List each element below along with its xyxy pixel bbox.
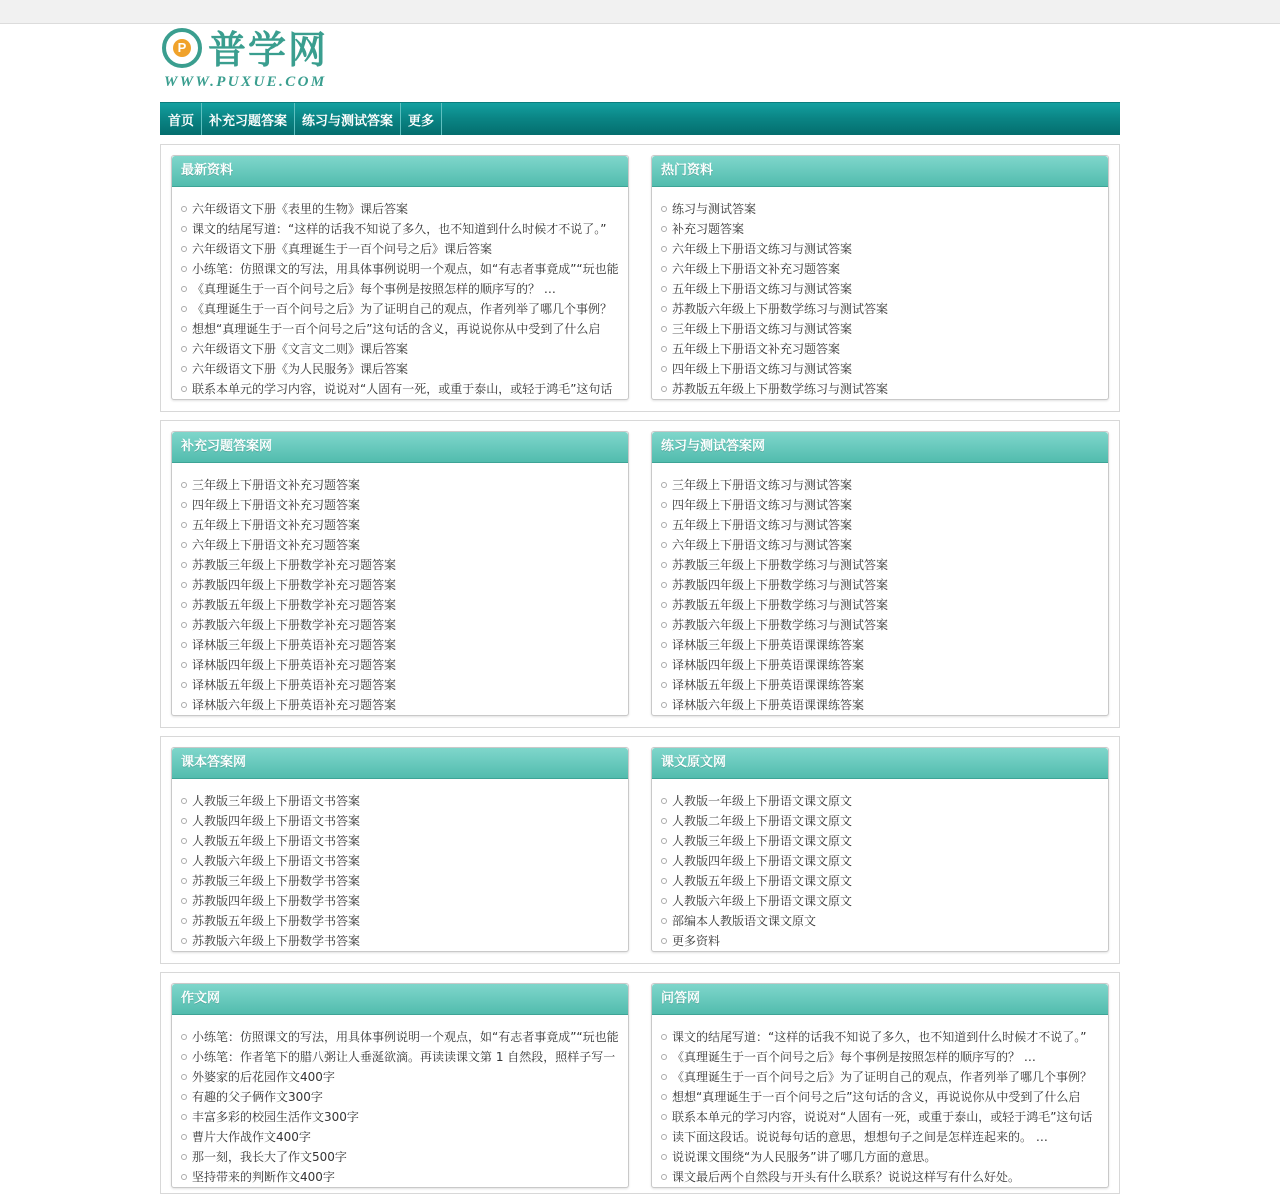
bullet-icon <box>181 206 187 212</box>
link-list <box>652 463 1108 715</box>
list-item[interactable] <box>661 319 1108 339</box>
list-item[interactable] <box>181 279 628 299</box>
bullet-icon <box>661 286 667 292</box>
bullet-icon <box>181 602 187 608</box>
list-item[interactable] <box>661 831 1108 851</box>
bullet-icon <box>661 1174 667 1180</box>
list-item[interactable] <box>181 891 628 911</box>
section-box <box>171 155 629 400</box>
list-item-link[interactable]: 译林版六年级上下册英语补充习题答案 <box>192 698 397 712</box>
bullet-icon <box>181 878 187 884</box>
list-item[interactable] <box>661 1147 1108 1167</box>
bullet-icon <box>181 898 187 904</box>
list-item[interactable] <box>181 811 628 831</box>
link-list <box>172 187 628 399</box>
list-item-link[interactable]: 苏教版三年级上下册数学补充习题答案 <box>192 558 397 572</box>
list-item-link[interactable]: 小练笔：仿照课文的写法，用具体事例说明一个观点，如“有志者事竟成”“玩也能 <box>192 1030 619 1044</box>
section-title[interactable]: 练习与测试答案网 <box>652 432 1108 463</box>
bullet-icon <box>181 1034 187 1040</box>
list-item[interactable] <box>181 475 628 495</box>
list-item[interactable] <box>661 675 1108 695</box>
list-item[interactable] <box>661 851 1108 871</box>
content-row <box>160 736 1120 964</box>
list-item[interactable] <box>661 1047 1108 1067</box>
bullet-icon <box>181 522 187 528</box>
bullet-icon <box>661 622 667 628</box>
list-item[interactable] <box>661 615 1108 635</box>
link-list <box>172 779 628 951</box>
list-item[interactable] <box>181 911 628 931</box>
bullet-icon <box>661 918 667 924</box>
list-item[interactable] <box>181 1167 628 1187</box>
section-box <box>651 431 1109 716</box>
bullet-icon <box>181 918 187 924</box>
list-item-link[interactable]: 课文最后两个自然段与开头有什么联系？说说这样写有什么好处。 <box>672 1170 1021 1184</box>
bullet-icon <box>661 818 667 824</box>
list-item[interactable] <box>181 791 628 811</box>
list-item-link[interactable]: 译林版三年级上下册英语课课练答案 <box>672 638 865 652</box>
section-title[interactable]: 课本答案网 <box>172 748 628 779</box>
list-item-link[interactable]: 外婆家的后花园作文400字 <box>192 1070 335 1084</box>
list-item-link[interactable]: 六年级语文下册《为人民服务》课后答案 <box>192 362 409 376</box>
section-box <box>651 155 1109 400</box>
list-item-link[interactable]: 五年级上下册语文练习与测试答案 <box>672 518 853 532</box>
section-box <box>171 747 629 952</box>
list-item-link[interactable]: 《真理诞生于一百个问号之后》每个事例是按照怎样的顺序写的？ … <box>672 1050 1036 1064</box>
bullet-icon <box>181 502 187 508</box>
list-item-link[interactable]: 人教版五年级上下册语文书答案 <box>192 834 361 848</box>
list-item-link[interactable]: 曹片大作战作文400字 <box>192 1130 311 1144</box>
list-item[interactable] <box>661 1027 1108 1047</box>
list-item-link[interactable]: 课文的结尾写道：“这样的话我不知说了多久，也不知道到什么时候才不说了。” <box>672 1030 1087 1044</box>
list-item[interactable] <box>181 379 628 399</box>
list-item-link[interactable]: 五年级上下册语文补充习题答案 <box>192 518 361 532</box>
list-item-link[interactable]: 更多资料 <box>672 934 721 948</box>
list-item-link[interactable]: 人教版六年级上下册语文课文原文 <box>672 894 853 908</box>
list-item-link[interactable]: 苏教版三年级上下册数学练习与测试答案 <box>672 558 889 572</box>
bullet-icon <box>661 642 667 648</box>
list-item-link[interactable]: 四年级上下册语文练习与测试答案 <box>672 498 853 512</box>
bullet-icon <box>661 226 667 232</box>
logo-badge-icon: P <box>162 28 202 68</box>
bullet-icon <box>181 1054 187 1060</box>
list-item[interactable] <box>181 575 628 595</box>
list-item[interactable] <box>181 319 628 339</box>
list-item[interactable] <box>181 359 628 379</box>
bullet-icon <box>181 286 187 292</box>
list-item[interactable] <box>661 359 1108 379</box>
bullet-icon <box>661 266 667 272</box>
bullet-icon <box>181 858 187 864</box>
list-item-link[interactable]: 六年级上下册语文练习与测试答案 <box>672 242 853 256</box>
list-item[interactable] <box>661 1067 1108 1087</box>
list-item-link[interactable]: 人教版一年级上下册语文课文原文 <box>672 794 853 808</box>
list-item[interactable] <box>181 655 628 675</box>
section-box <box>171 983 629 1188</box>
list-item[interactable] <box>661 379 1108 399</box>
list-item-link[interactable]: 联系本单元的学习内容，说说对“人固有一死，或重于泰山，或轻于鸿毛”这句话 <box>192 382 613 396</box>
link-list <box>652 187 1108 399</box>
list-item[interactable] <box>181 515 628 535</box>
bullet-icon <box>181 1074 187 1080</box>
list-item[interactable] <box>661 1087 1108 1107</box>
bullet-icon <box>661 1114 667 1120</box>
bullet-icon <box>181 622 187 628</box>
bullet-icon <box>181 366 187 372</box>
bullet-icon <box>661 1054 667 1060</box>
bullet-icon <box>181 246 187 252</box>
bullet-icon <box>181 346 187 352</box>
list-item[interactable] <box>661 535 1108 555</box>
list-item[interactable] <box>181 299 628 319</box>
list-item[interactable] <box>181 219 628 239</box>
bullet-icon <box>181 1174 187 1180</box>
list-item[interactable] <box>181 851 628 871</box>
list-item[interactable] <box>661 199 1108 219</box>
section-title[interactable]: 问答网 <box>652 984 1108 1015</box>
list-item[interactable] <box>661 1107 1108 1127</box>
link-list <box>652 779 1108 951</box>
bullet-icon <box>661 522 667 528</box>
list-item-link[interactable]: 人教版四年级上下册语文课文原文 <box>672 854 853 868</box>
list-item[interactable] <box>661 1127 1108 1147</box>
list-item-link[interactable]: 坚持带来的判断作文400字 <box>192 1170 335 1184</box>
bullet-icon <box>661 326 667 332</box>
list-item-link[interactable]: 课文的结尾写道：“这样的话我不知说了多久，也不知道到什么时候才不说了。” <box>192 222 607 236</box>
list-item-link[interactable]: 小练笔：仿照课文的写法，用具体事例说明一个观点，如“有志者事竟成”“玩也能 <box>192 262 619 276</box>
list-item[interactable] <box>181 931 628 951</box>
list-item[interactable] <box>181 259 628 279</box>
bullet-icon <box>181 266 187 272</box>
list-item-link[interactable]: 苏教版五年级上下册数学练习与测试答案 <box>672 382 889 396</box>
list-item-link[interactable]: 想想“真理诞生于一百个问号之后”这句话的含义，再说说你从中受到了什么启 <box>672 1090 1081 1104</box>
list-item[interactable] <box>661 595 1108 615</box>
bullet-icon <box>661 582 667 588</box>
bullet-icon <box>181 702 187 708</box>
list-item[interactable] <box>181 339 628 359</box>
logo-url: WWW.PUXUE.COM <box>164 74 327 90</box>
list-item[interactable] <box>181 495 628 515</box>
list-item[interactable] <box>181 1047 628 1067</box>
bullet-icon <box>181 482 187 488</box>
section-box <box>171 431 629 716</box>
list-item-link[interactable]: 想想“真理诞生于一百个问号之后”这句话的含义，再说说你从中受到了什么启 <box>192 322 601 336</box>
bullet-icon <box>181 938 187 944</box>
bullet-icon <box>661 206 667 212</box>
link-list <box>172 1015 628 1187</box>
bullet-icon <box>181 226 187 232</box>
bullet-icon <box>181 326 187 332</box>
bullet-icon <box>661 662 667 668</box>
list-item-link[interactable]: 苏教版五年级上下册数学书答案 <box>192 914 361 928</box>
list-item[interactable] <box>181 615 628 635</box>
list-item[interactable] <box>181 199 628 219</box>
list-item-link[interactable]: 六年级上下册语文练习与测试答案 <box>672 538 853 552</box>
list-item[interactable] <box>661 655 1108 675</box>
bullet-icon <box>661 682 667 688</box>
bullet-icon <box>181 1134 187 1140</box>
bullet-icon <box>661 838 667 844</box>
section-title[interactable]: 作文网 <box>172 984 628 1015</box>
list-item-link[interactable]: 六年级语文下册《表里的生物》课后答案 <box>192 202 409 216</box>
list-item-link[interactable]: 苏教版六年级上下册数学练习与测试答案 <box>672 618 889 632</box>
list-item[interactable] <box>181 1087 628 1107</box>
bullet-icon <box>661 858 667 864</box>
list-item-link[interactable]: 人教版五年级上下册语文课文原文 <box>672 874 853 888</box>
list-item[interactable] <box>661 339 1108 359</box>
list-item[interactable] <box>661 495 1108 515</box>
list-item-link[interactable]: 苏教版四年级上下册数学补充习题答案 <box>192 578 397 592</box>
list-item[interactable] <box>181 635 628 655</box>
bullet-icon <box>661 562 667 568</box>
list-item-link[interactable]: 说说课文围绕“为人民服务”讲了哪几方面的意思。 <box>672 1150 937 1164</box>
content-row <box>160 144 1120 412</box>
bullet-icon <box>181 1154 187 1160</box>
list-item-link[interactable]: 部编本人教版语文课文原文 <box>672 914 817 928</box>
section-box <box>651 747 1109 952</box>
list-item-link[interactable]: 人教版三年级上下册语文书答案 <box>192 794 361 808</box>
site-logo[interactable] <box>162 26 342 94</box>
list-item-link[interactable]: 补充习题答案 <box>672 222 745 236</box>
list-item[interactable] <box>181 1027 628 1047</box>
bullet-icon <box>661 306 667 312</box>
list-item-link[interactable]: 苏教版四年级上下册数学书答案 <box>192 894 361 908</box>
nav-item-0[interactable]: 首页 <box>160 103 202 135</box>
list-item[interactable] <box>661 575 1108 595</box>
list-item[interactable] <box>661 931 1108 951</box>
bullet-icon <box>181 798 187 804</box>
list-item[interactable] <box>661 911 1108 931</box>
bullet-icon <box>661 1034 667 1040</box>
bullet-icon <box>661 878 667 884</box>
list-item-link[interactable]: 有趣的父子俩作文300字 <box>192 1090 323 1104</box>
list-item[interactable] <box>661 871 1108 891</box>
bullet-icon <box>661 702 667 708</box>
list-item-link[interactable]: 五年级上下册语文补充习题答案 <box>672 342 841 356</box>
list-item-link[interactable]: 《真理诞生于一百个问号之后》为了证明自己的观点，作者列举了哪几个事例？ <box>192 302 613 316</box>
bullet-icon <box>661 482 667 488</box>
nav-item-1[interactable]: 补充习题答案 <box>202 103 295 135</box>
list-item-link[interactable]: 联系本单元的学习内容，说说对“人固有一死，或重于泰山，或轻于鸿毛”这句话 <box>672 1110 1093 1124</box>
list-item-link[interactable]: 六年级上下册语文补充习题答案 <box>672 262 841 276</box>
bullet-icon <box>661 1094 667 1100</box>
list-item-link[interactable]: 人教版三年级上下册语文课文原文 <box>672 834 853 848</box>
list-item-link[interactable]: 译林版五年级上下册英语课课练答案 <box>672 678 865 692</box>
list-item-link[interactable]: 丰富多彩的校园生活作文300字 <box>192 1110 359 1124</box>
bullet-icon <box>181 662 187 668</box>
section-title[interactable]: 最新资料 <box>172 156 628 187</box>
list-item-link[interactable]: 读下面这段话。说说每句话的意思，想想句子之间是怎样连起来的。 … <box>672 1130 1048 1144</box>
list-item-link[interactable]: 苏教版四年级上下册数学练习与测试答案 <box>672 578 889 592</box>
list-item-link[interactable]: 六年级语文下册《真理诞生于一百个问号之后》课后答案 <box>192 242 493 256</box>
bullet-icon <box>661 246 667 252</box>
bullet-icon <box>661 346 667 352</box>
list-item[interactable] <box>181 1107 628 1127</box>
bullet-icon <box>661 938 667 944</box>
list-item-link[interactable]: 那一刻，我长大了作文500字 <box>192 1150 347 1164</box>
bullet-icon <box>181 542 187 548</box>
bullet-icon <box>661 502 667 508</box>
list-item[interactable] <box>661 239 1108 259</box>
list-item-link[interactable]: 五年级上下册语文练习与测试答案 <box>672 282 853 296</box>
list-item-link[interactable]: 三年级上下册语文补充习题答案 <box>192 478 361 492</box>
list-item[interactable] <box>661 555 1108 575</box>
list-item[interactable] <box>181 871 628 891</box>
section-title[interactable]: 课文原文网 <box>652 748 1108 779</box>
list-item-link[interactable]: 人教版六年级上下册语文书答案 <box>192 854 361 868</box>
list-item[interactable] <box>661 279 1108 299</box>
list-item[interactable] <box>181 675 628 695</box>
bullet-icon <box>661 898 667 904</box>
bullet-icon <box>661 386 667 392</box>
bullet-icon <box>181 1094 187 1100</box>
list-item[interactable] <box>661 635 1108 655</box>
list-item-link[interactable]: 苏教版五年级上下册数学练习与测试答案 <box>672 598 889 612</box>
list-item[interactable] <box>181 1127 628 1147</box>
nav-item-3[interactable]: 更多 <box>401 103 442 135</box>
list-item[interactable] <box>181 555 628 575</box>
list-item[interactable] <box>181 1067 628 1087</box>
list-item-link[interactable]: 三年级上下册语文练习与测试答案 <box>672 322 853 336</box>
browser-top-strip <box>0 0 1280 24</box>
bullet-icon <box>181 682 187 688</box>
bullet-icon <box>661 366 667 372</box>
list-item-link[interactable]: 四年级上下册语文补充习题答案 <box>192 498 361 512</box>
list-item-link[interactable]: 译林版三年级上下册英语补充习题答案 <box>192 638 397 652</box>
list-item[interactable] <box>181 535 628 555</box>
list-item-link[interactable]: 六年级语文下册《文言文二则》课后答案 <box>192 342 409 356</box>
list-item-link[interactable]: 苏教版六年级上下册数学练习与测试答案 <box>672 302 889 316</box>
list-item-link[interactable]: 译林版五年级上下册英语补充习题答案 <box>192 678 397 692</box>
list-item[interactable] <box>661 515 1108 535</box>
list-item[interactable] <box>181 695 628 715</box>
section-title[interactable]: 热门资料 <box>652 156 1108 187</box>
list-item[interactable] <box>181 1147 628 1167</box>
list-item[interactable] <box>661 1167 1108 1187</box>
list-item-link[interactable]: 苏教版六年级上下册数学书答案 <box>192 934 361 948</box>
list-item-link[interactable]: 人教版四年级上下册语文书答案 <box>192 814 361 828</box>
bullet-icon <box>181 818 187 824</box>
list-item[interactable] <box>661 791 1108 811</box>
list-item[interactable] <box>661 259 1108 279</box>
bullet-icon <box>661 1074 667 1080</box>
list-item-link[interactable]: 人教版二年级上下册语文课文原文 <box>672 814 853 828</box>
bullet-icon <box>181 386 187 392</box>
list-item-link[interactable]: 苏教版五年级上下册数学补充习题答案 <box>192 598 397 612</box>
list-item-link[interactable]: 小练笔：作者笔下的腊八粥让人垂涎欲滴。再读读课文第 1 自然段，照样子写一 <box>192 1050 616 1064</box>
list-item-link[interactable]: 苏教版三年级上下册数学书答案 <box>192 874 361 888</box>
list-item-link[interactable]: 《真理诞生于一百个问号之后》每个事例是按照怎样的顺序写的？ … <box>192 282 556 296</box>
bullet-icon <box>181 838 187 844</box>
main-nav <box>160 102 1120 135</box>
list-item-link[interactable]: 三年级上下册语文练习与测试答案 <box>672 478 853 492</box>
list-item[interactable] <box>661 811 1108 831</box>
list-item-link[interactable]: 译林版四年级上下册英语补充习题答案 <box>192 658 397 672</box>
list-item[interactable] <box>661 891 1108 911</box>
bullet-icon <box>661 1154 667 1160</box>
content-row <box>160 420 1120 728</box>
list-item-link[interactable]: 四年级上下册语文练习与测试答案 <box>672 362 853 376</box>
list-item-link[interactable]: 苏教版六年级上下册数学补充习题答案 <box>192 618 397 632</box>
list-item[interactable] <box>661 695 1108 715</box>
list-item[interactable] <box>661 475 1108 495</box>
list-item-link[interactable]: 六年级上下册语文补充习题答案 <box>192 538 361 552</box>
bullet-icon <box>661 602 667 608</box>
list-item-link[interactable]: 译林版六年级上下册英语课课练答案 <box>672 698 865 712</box>
section-box <box>651 983 1109 1188</box>
list-item[interactable] <box>181 595 628 615</box>
list-item[interactable] <box>661 299 1108 319</box>
link-list <box>652 1015 1108 1187</box>
link-list <box>172 463 628 715</box>
nav-item-2[interactable]: 练习与测试答案 <box>295 103 401 135</box>
bullet-icon <box>181 1114 187 1120</box>
bullet-icon <box>661 798 667 804</box>
list-item[interactable] <box>181 239 628 259</box>
logo-title: 普学网 <box>208 27 329 72</box>
bullet-icon <box>181 582 187 588</box>
bullet-icon <box>181 306 187 312</box>
list-item-link[interactable]: 《真理诞生于一百个问号之后》为了证明自己的观点，作者列举了哪几个事例？ <box>672 1070 1093 1084</box>
section-title[interactable]: 补充习题答案网 <box>172 432 628 463</box>
bullet-icon <box>661 1134 667 1140</box>
bullet-icon <box>181 562 187 568</box>
list-item[interactable] <box>661 219 1108 239</box>
bullet-icon <box>181 642 187 648</box>
bullet-icon <box>661 542 667 548</box>
list-item-link[interactable]: 译林版四年级上下册英语课课练答案 <box>672 658 865 672</box>
list-item[interactable] <box>181 831 628 851</box>
list-item-link[interactable]: 练习与测试答案 <box>672 202 757 216</box>
content-row <box>160 972 1120 1194</box>
